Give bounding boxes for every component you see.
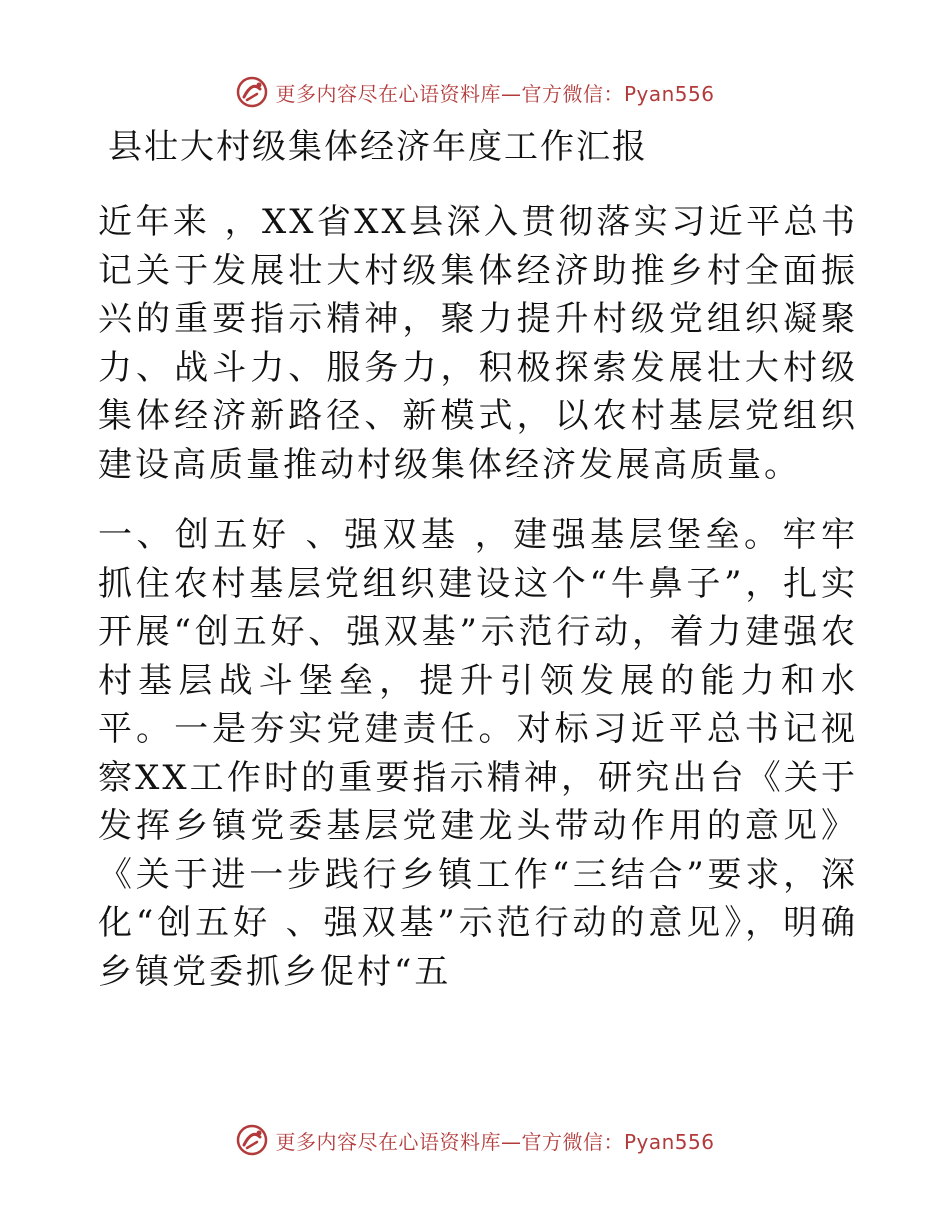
paragraph-intro: 近年来 ，XX省XX县深入贯彻落实习近平总书记关于发展壮大村级集体经济助推乡村全面振兴的重要指示精神，聚力提升村级党组织凝聚力、战斗力、服务力，积极探索发展壮大村级集体经济新路径、新模式，以农村基层党组织建设高质量推动村级集体经济发展高质量。	[98, 202, 858, 485]
seal-logo-icon	[235, 75, 269, 109]
document-body	[98, 124, 858, 996]
watermark-footer	[0, 1120, 950, 1160]
seal-logo-icon	[235, 1123, 269, 1157]
watermark-text: 更多内容尽在心语资料库—官方微信：Pyan556	[275, 1129, 715, 1154]
watermark-header	[0, 72, 950, 112]
watermark-text: 更多内容尽在心语资料库—官方微信：Pyan556	[275, 81, 715, 106]
paragraph-section-one: 一、创五好 、强双基 ，建强基层堡垒。牢牢抓住农村基层党组织建设这个“牛鼻子”，扎实开展“创五好、强双基”示范行动，着力建强农村基层战斗堡垒，提升引领发展的能力和水平。一是夯实党建责任。对标习近平总书记视察XX工作时的重要指示精神，研究出台《关于发挥乡镇党委基层党建龙头带动作用的意见》《关于进一步践行乡镇工作“三结合”要求，深化“创五好 、强双基”示范行动的意见》，明确乡镇党委抓乡促村“五	[98, 515, 858, 992]
document-title: 县壮大村级集体经济年度工作汇报	[108, 127, 648, 167]
